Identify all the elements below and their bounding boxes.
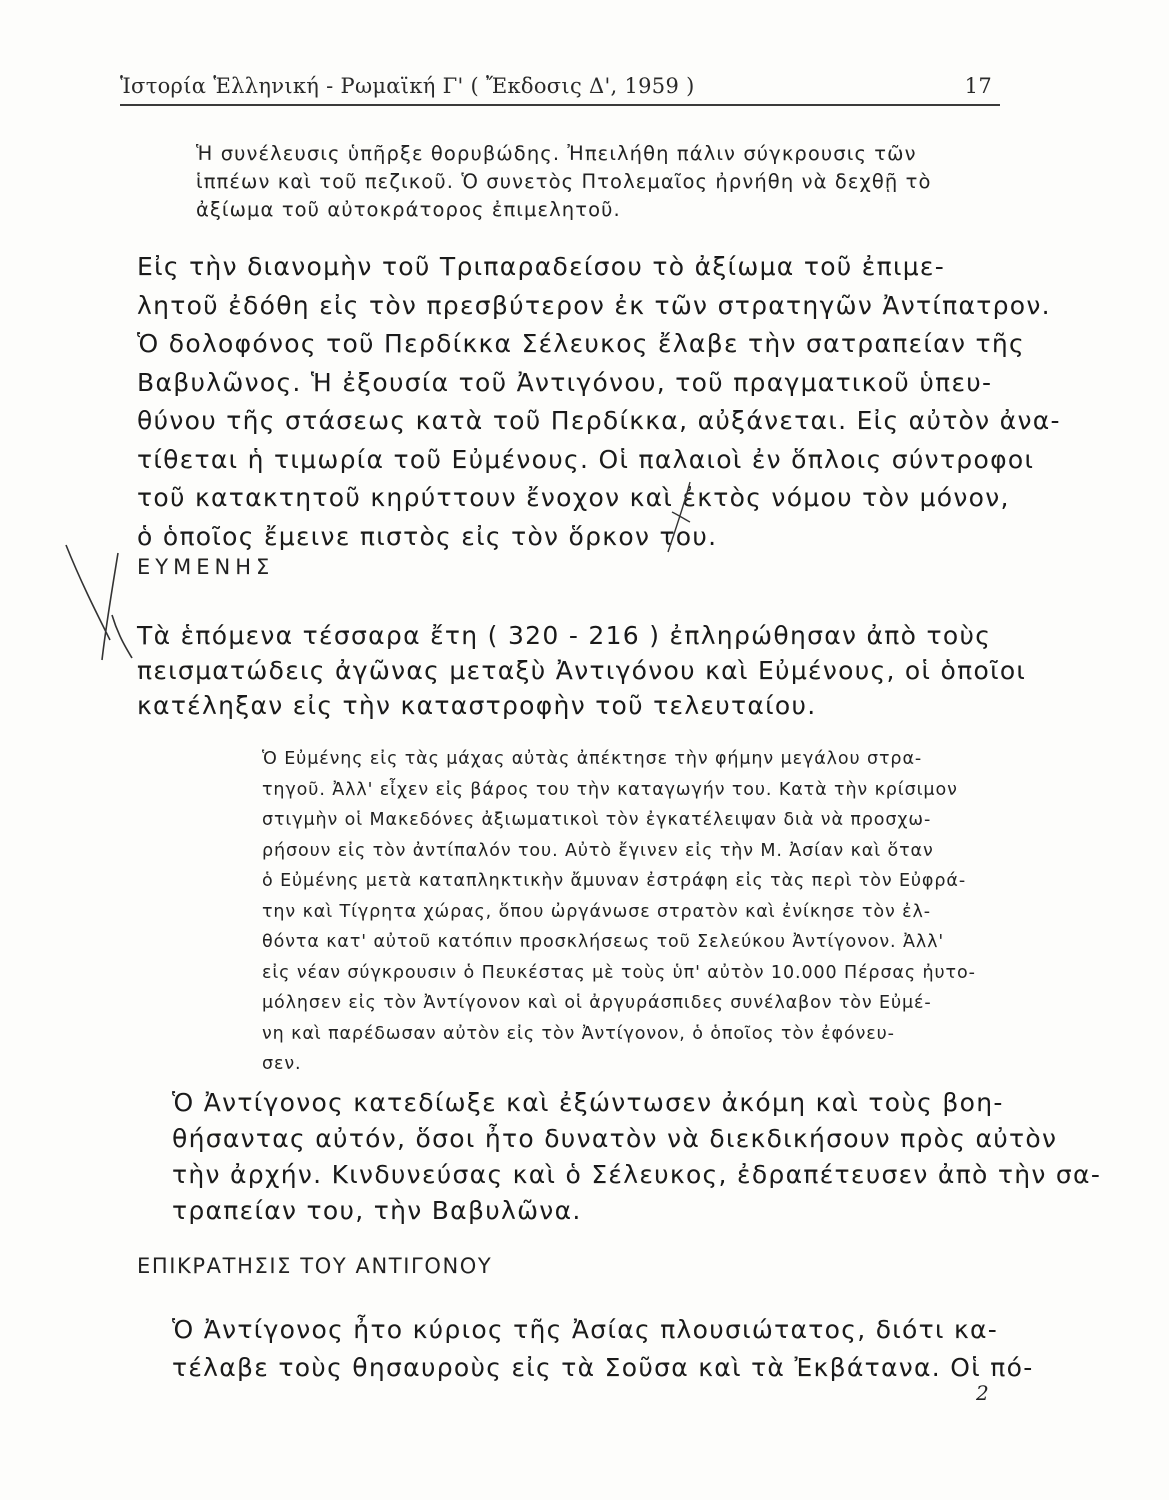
intro-note: Ἡ συνέλευσις ὑπῆρξε θορυβώδης. Ἠπειλήθη πάλιν σύγκρουσις τῶν ἱππέων καὶ τοῦ πεζικοῦ. Ὁ συνετὸς Πτολεμαῖος ἠρνήθη νὰ δεχθῇ τὸ ἀξίωμα τοῦ αὐτοκράτορος ἐπιμελητοῦ. [196, 142, 932, 221]
page-number: 17 [964, 74, 992, 98]
paragraph-2: Τὰ ἑπόμενα τέσσαρα ἔτη ( 320 - 216 ) ἐπληρώθησαν ἀπὸ τοὺς πεισματώδεις ἀγῶνας μεταξὺ Ἀντιγόνου καὶ Εὐμένους, οἱ ὁποῖοι κατέληξαν εἰς τὴν καταστροφὴν τοῦ τελευταίου. [137, 621, 1027, 720]
paragraph-3: Ὁ Ἀντίγονος κατεδίωξε καὶ ἐξώντωσεν ἀκόμη καὶ τοὺς βοη- θήσαντας αὐτόν, ὅσοι ἦτο δυνατὸν νὰ διεκδικήσουν πρὸς αὐτὸν τὴν ἀρχήν. Κινδυνεύσας καὶ ὁ Σέλευκος, ἐδραπέτευσεν ἀπὸ τὴν σα- τραπείαν του, τὴν Βαβυλῶνα. [172, 1088, 1102, 1225]
indented-note: Ὁ Εὐμένης εἰς τὰς μάχας αὐτὰς ἀπέκτησε τὴν φήμην μεγάλου στρα- τηγοῦ. Ἀλλ' εἶχεν εἰς βάρος του τὴν καταγωγήν του. Κατὰ τὴν κρίσιμον στιγμὴν οἱ Μακεδόνες ἀξιωματικοὶ τὸν ἐγκατέλειψαν διὰ νὰ προσχω- ρήσουν εἰς τὸν ἀντίπαλόν του. Αὐτὸ ἔγινεν εἰς τὴν Μ. Ἀσίαν καὶ ὅταν ὁ Εὐμένης μετὰ καταπληκτικὴν ἄμυναν ἐστράφη εἰς τὰς περὶ τὸν Εὐφρά- την καὶ Τίγρητα χώρας, ὅπου ὠργάνωσε στρατὸν καὶ ἐνίκησε τὸν ἐλ- θόντα κατ' αὐτοῦ κατόπιν προσκλήσεως τοῦ Σελεύκου Ἀντίγονον. Ἀλλ' εἰς νέαν σύγκρουσιν ὁ Πευκέστας μὲ τοὺς ὑπ' αὐτὸν 10.000 Πέρσας ἠυτο- μόλησεν εἰς τὸν Ἀντίγονον καὶ οἱ ἀργυράσπιδες συνέλαβον τὸν Εὐμέ- νη καὶ παρέδωσαν αὐτὸν εἰς τὸν Ἀντίγονον, ὁ ὁποῖος τὸν ἐφόνευ- σεν. [262, 749, 976, 1074]
paragraph-4: Ὁ Ἀντίγονος ἦτο κύριος τῆς Ἀσίας πλουσιώτατος, διότι κα- τέλαβε τοὺς θησαυροὺς εἰς τὰ Σοῦσα καὶ τὰ Ἐκβάτανα. Οἱ πό- [172, 1315, 1034, 1382]
signature-mark: 2 [976, 1381, 989, 1405]
paragraph-1: Εἰς τὴν διανομὴν τοῦ Τριπαραδείσου τὸ ἀξίωμα τοῦ ἐπιμε- λητοῦ ἐδόθη εἰς τὸν πρεσβύτερον ἐκ τῶν στρατηγῶν Ἀντίπατρον. Ὁ δολοφόνος τοῦ Περδίκκα Σέλευκος ἔλαβε τὴν σατραπείαν τῆς Βαβυλῶνος. Ἡ ἐξουσία τοῦ Ἀντιγόνου, τοῦ πραγματικοῦ ὑπευ- θύνου τῆς στάσεως κατὰ τοῦ Περδίκκα, αὐξάνεται. Εἰς αὐτὸν ἀνα- τίθεται ἡ τιμωρία τοῦ Εὐμένους. Οἱ παλαιοὶ ἐν ὅπλοις σύντροφοι τοῦ κατακτητοῦ κηρύττουν ἔνοχον καὶ ἐκτὸς νόμου τὸν μόνον, ὁ ὁποῖος ἔμεινε πιστὸς εἰς τὸν ὅρκον του. [137, 252, 1061, 551]
header-rule [120, 104, 1000, 106]
margin-x-mark [66, 545, 132, 660]
section-heading-antigonus: ΕΠΙΚΡΑΤΗΣΙΣ ΤΟΥ ΑΝΤΙΓΟΝΟΥ [137, 1254, 493, 1278]
running-header [120, 70, 1000, 104]
section-heading-eumenes: ΕΥΜΕΝΗΣ [137, 555, 275, 579]
book-title: Ἱστορία Ἑλληνική - Ρωμαϊκή Γ' ( Ἔκδοσις Δ', 1959 ) [120, 74, 695, 98]
